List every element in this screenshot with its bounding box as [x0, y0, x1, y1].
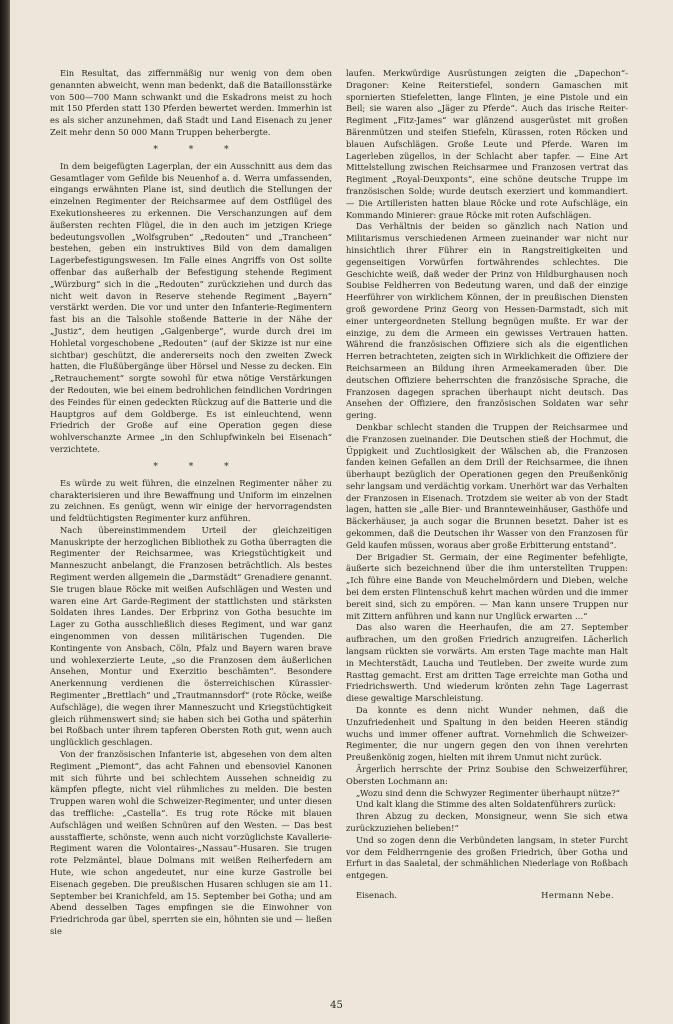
signature-line — [346, 890, 628, 900]
paragraph: Von der französischen Infanterie ist, abgesehen von dem alten Regiment „Piemont“, das acht Fahnen und ebensoviel Kanonen mit sich führte und bei schlechtem Aussehen schneidig zu kämpfen pflegte, nicht viel rühmliches zu melden. Die besten Truppen waren wohl die Schweizer-Regimenter, und unter diesen das treffliche: „Castella“. Es trug rote Röcke mit blauen Aufschlägen und weißen Schnüren auf den Westen. — Das best ausstaffierte, schönste, wenn auch nicht vorzüglichste Kavallerie-Regiment waren die Volontaires-„Nassau“-Husaren. Sie trugen rote Pelzmäntel, blaue Dolmans mit weißen Reiherfedern am Hute, wie schon angedeutet, nur eine kurze Gastrolle bei Eisenach gegeben. Die preußischen Husaren schlugen sie am 11. September bei Kranichfeld, am 15. September bei Gotha; und am Abend desselben Tages empfingen sie die Einwohner von Friedrichroda gar übel, sperrten sie ein, höhnten sie und — ließen sie — [50, 749, 332, 936]
quote: „Wozu sind denn die Schwyzer Regimenter überhaupt nütze?“ — [356, 787, 620, 798]
right-column — [346, 68, 628, 988]
paragraph: Da konnte es denn nicht Wunder nehmen, daß die Unzufriedenheit und Spaltung in den beiden Heeren ständig wuchs und immer offener auftrat. Vornehmlich die Schweizer-Regimenter, die nur ungern gegen den von ihnen verehrten Preußenkönig zogen, hielten mit ihrem Unmut nicht zurück. — [346, 705, 628, 763]
paragraph: In dem beigefügten Lagerplan, der ein Ausschnitt aus dem das Gesamtlager vom Gefilde bis Neuenhof a. d. Werra umfassenden, eingangs erwähnten Plane ist, sind deutlich die Stellungen der einzelnen Regimenter der Reichsarmee auf dem Ostflügel des Exekutionsheeres zu erkennen. Die Verschanzungen auf dem äußersten rechten Flügel, die in den auch im jetzigen Kriege bedeutungsvollen „Wolfsgruben“ „Redouten“ und „Trancheen“ bestehen, geben ein instruktives Bild von dem damaligen Lagerbefestigungswesen. Im Falle eines Angriffs von Ost sollte offenbar das außerhalb der Befestigung stehende Regiment „Würzburg“ sich in die „Redouten“ zurückziehen und durch das nicht weit davon in Reserve stehende Regiment „Bayern“ verstärkt werden. Die vor und unter den Infanterie-Regimentern fast bis an die Talsohle stoßende Batterie in der Nähe der „Justiz“, dem heutigen „Galgenberge“, wurde durch drei im Hohletal vorgeschobene „Redouten“ (auf der Skizze ist nur eine sichtbar) geschützt, die andererseits noch den zweiten Zweck hatten, die Flußübergänge über Hörsel und Nesse zu decken. Ein „Retrauchement“ sorgte sowohl für etwa nötige Verstärkungen der Redouten, wie bei einem bedrohlichen feindlichen Vordringen des Feindes für einen gedeckten Rückzug auf die Batterie und die Hauptgros auf dem Goldberge. Es ist einleuchtend, wenn Friedrich der Große auf eine Operation gegen diese wohlverschanzte Armee „in den Schlupfwinkeln bei Eisenach“ verzichtete. — [50, 160, 332, 454]
paragraph: Und so zogen denn die Verbündeten langsam, in steter Furcht vor dem Feldherrngenie des großen Friedrich, über Gotha und Erfurt in das Saaletal, der schmählichen Niederlage von Roßbach entgegen. — [346, 834, 628, 881]
paragraph: Das Verhältnis der beiden so gänzlich nach Nation und Militarismus verschiedenen Armeen zueinander war nicht nur hinsichtlich ihrer Führer ein in Rangstreitigkeiten und gegenseitigen Vorwürfen fortwährendes schlechtes. Die Geschichte weiß, daß weder der Prinz von Hildburghausen noch Soubise Feldherren von Bedeutung waren, und daß der einzige Heerführer von wirklichem Können, der in preußischen Diensten groß gewordene Prinz Georg von Hessen-Darmstadt, sich mit einer untergeordneten Stellung begnügen mußte. Er war der einzige, zu dem die Armeen ein gewisses Vertrauen hatten. Während die französischen Offiziere sich als die eigentlichen Herren betrachteten, zeigten sich in Wirklichkeit die Offiziere der Reichsarmeen an Bildung ihren Armeekameraden über. Die deutschen Offiziere beherrschten die französische Sprache, die Franzosen dagegen sprachen überhaupt nicht deutsch. Das Ansehen der Offiziere, den französischen Soldaten war sehr gering. — [346, 221, 628, 421]
signature-place: Eisenach. — [356, 889, 398, 900]
paragraph: Es würde zu weit führen, die einzelnen Regimenter näher zu charakterisieren und ihre Bewaffnung und Uniform im einzelnen zu zeichnen. Es genügt, wenn wir einige der hervorragendsten und feldtüchtigsten Regimenter kurz anführen. — [50, 477, 332, 524]
book-page — [10, 0, 673, 1024]
section-separator: * * * — [153, 461, 243, 472]
paragraph: Das also waren die Heerhaufen, die am 27. September aufbrachen, um den großen Friedrich anzugreifen. Lächerlich langsam rückten sie vorwärts. Am ersten Tage machte man Halt in Mechterstädt, Laucha und Teutleben. Der zweite wurde zum Rasttag gemacht. Erst am dritten Tage erreichte man Gotha und Friedrichswerth. Und wiederum krönten zehn Tage Lagerrast diese gewaltige Marschleistung. — [346, 622, 628, 704]
paragraph: Denkbar schlecht standen die Truppen der Reichsarmee und die Franzosen zueinander. Die Deutschen stieß der Hochmut, die Üppigkeit und Zuchtlosigkeit der Wälschen ab, die Franzosen fanden keinen Gefallen an dem Drill der Reichsarmee, die ihnen überhaupt bezüglich der Operationen gegen den Preußenkönig sehr langsam und verdächtig vorkam. Unerhört war das Verhalten der Franzosen in Eisenach. Trotzdem sie weiter ab von der Stadt lagen, hatten sie „alle Bier- und Brannteweinhäuser, Gasthöfe und Bäckerhäuser, ja auch sogar die Brunnen besetzt. Daher ist es gekommen, daß die Deutschen ihr Wasser von den Franzosen für Geld kaufen müssen, woraus aber große Erbitterung entstand“. — [346, 421, 628, 550]
signature-author: Hermann Nebe. — [541, 889, 614, 900]
paragraph: Der Brigadier St. Germain, der eine Regimenter befehligte, äußerte sich bezeichnend über die ihm unterstellten Truppen: „Ich führe eine Bande von Meuchelmördern und Dieben, welche bei dem ersten Flintenschuß kehrt machen würden und die immer bereit sind, sich zu empören. — Man kann unsere Truppen nur mit Zittern anführen und kann nur Unglück erwarten …“ — [346, 551, 628, 621]
paragraph: laufen. Merkwürdige Ausrüstungen zeigten die „Dapechon“-Dragoner: Keine Reiterstiefel, sondern Gamaschen mit spornierten Stiefeletten, lange Flinten, je eine Pistole und ein Beil; sie waren also „Jäger zu Pferde“. Auch das irische Reiter-Regiment „Fitz-James“ war glänzend ausgerüstet mit großen Bärenmützen und steifen Stiefeln, Kürassen, roten Röcken und blauen Aufschlägen. Große Leute und Pferde. Waren im Lagerleben zügellos, in der Schlacht aber tapfer. — Eine Art Mittelstellung zwischen Reichsarmee und Franzosen vertrat das Regiment „Royal-Deuxponts“, eine schöne deutsche Truppe im französischen Solde; wurde deutsch exerziert und kommandiert. — Die Artilleristen hatten blaue Röcke und rote Aufschläge, ein Kommando Minierer: graue Röcke mit roten Aufschlägen. — [346, 68, 628, 220]
paragraph: Und kalt klang die Stimme des alten Soldatenführers zurück: — [356, 799, 616, 810]
left-column — [50, 68, 332, 988]
paragraph: Ein Resultat, das ziffernmäßig nur wenig von dem oben genannten abweicht, wenn man bedenkt, daß die Bataillonsstärke von 500—700 Mann schwankt und die Eskadrons meist zu hoch mit 150 Pferden statt 130 Pferden bewertet werden. Immerhin ist es als sicher anzunehmen, daß Stadt und Land Eisenach zu jener Zeit mehr denn 50 000 Mann Truppen beherbergte. — [50, 68, 332, 137]
text-columns — [50, 68, 646, 988]
book-binding-edge — [0, 0, 10, 1024]
page-number: 45 — [330, 1000, 343, 1011]
paragraph: Ärgerlich herrschte der Prinz Soubise den Schweizerführer, Obersten Lochmann an: — [346, 764, 628, 786]
paragraph: Nach übereinstimmendem Urteil der gleichzeitigen Manuskripte der herzoglichen Bibliothek zu Gotha überragten die Regimenter der Reichsarmee, was Kriegstüchtigkeit und Manneszucht anbelangt, die Franzosen beträchtlich. Als bestes Regiment werden allgemein die „Darmstädt“ Grenadiere genannt. Sie trugen blaue Röcke mit weißen Aufschlägen und Westen und waren eine Art Garde-Regiment der stattlichsten und stärksten Soldaten ihres Landes. Der Erbprinz von Gotha besuchte im Lager zu Gotha ausschließlich dieses Regiment, und war ganz eingenommen von dessen militärischen Tugenden. Die Kontingente von Ansbach, Cöln, Pfalz und Bayern waren brave und wohlexerzierte Leute, „so die Franzosen dem äußerlichen Ansehen, Montur und Exerzitio beschämten“. Besondere Anerkennung verdienen die österreichischen Kürassier-Regimenter „Brettlach“ und „Trautmannsdorf“ (rote Röcke, weiße Aufschläge), die wegen ihrer Manneszucht und Kriegstüchtigkeit gleich rühmenswert sind; sie haben sich bei Gotha und späterhin bei Roßbach unter ihrem tapferen Obersten Roth gut, wenn auch unglücklich geschlagen. — [50, 524, 332, 748]
quote: Ihren Abzug zu decken, Monsigneur, wenn Sie sich etwa zurückzuziehen belieben!“ — [346, 811, 628, 833]
section-separator: * * * — [153, 144, 243, 155]
